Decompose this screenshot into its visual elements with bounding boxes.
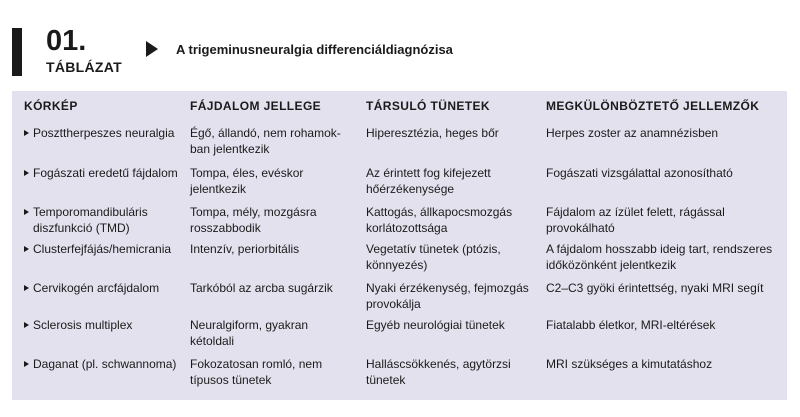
table-row-condition: Cervikogén arcfájdalom (24, 280, 189, 296)
table-row-symptoms: Kattogás, állkapocsmozgás korlátozottsága (366, 205, 513, 235)
table-row-condition: Daganat (pl. schwannoma) (24, 356, 189, 372)
column-header-korkep: KÓRKÉP (24, 99, 78, 113)
table-row-symptoms: Az érintett fog kifejezett hőérzékenysége (366, 166, 491, 196)
table-row-features: C2–C3 gyöki érintettség, nyaki MRI segít (546, 281, 764, 295)
table-row-symptoms: Egyéb neurológiai tünetek (366, 318, 505, 332)
table-row-condition: Clusterfejfájás/hemicrania (24, 241, 189, 257)
table-row-pain: Neuralgiform, gyakran kétoldali (190, 318, 309, 348)
bullet-triangle-icon (24, 322, 29, 328)
table-row-symptoms: Halláscsökkenés, agytörzsi tünetek (366, 357, 511, 387)
arrow-right-icon (146, 41, 158, 57)
table-row-symptoms: Hiperesztézia, heges bőr (366, 126, 499, 140)
bullet-triangle-icon (24, 170, 29, 176)
table-row-condition: Poszttherpeszes neuralgia (24, 125, 189, 141)
bullet-triangle-icon (24, 246, 29, 252)
table-number: 01. (46, 25, 87, 57)
table-title: A trigeminusneuralgia differenciáldiagnózisa (176, 42, 453, 57)
table-row-features: A fájdalom hosszabb ideig tart, rendszeres időközönként jelentkezik (546, 242, 773, 272)
table-row-symptoms: Vegetatív tünetek (ptózis, könnyezés) (366, 242, 501, 272)
table-row-pain: Égő, állandó, nem rohamok- ban jelentkezik (190, 126, 341, 156)
diagnosis-table (12, 91, 787, 400)
table-row-pain: Tarkóból az arcba sugárzik (190, 281, 333, 295)
table-header (12, 25, 792, 76)
table-row-pain: Tompa, mély, mozgásra rosszabbodik (190, 205, 317, 235)
column-header-jellemzok: MEGKÜLÖNBÖZTETŐ JELLEMZŐK (546, 99, 760, 113)
table-row-pain: Tompa, éles, evéskor jelentkezik (190, 166, 304, 196)
bullet-triangle-icon (24, 209, 29, 215)
header-bar (12, 28, 22, 76)
table-row-features: Fájdalom az ízület felett, rágással provokálható (546, 205, 725, 235)
table-row-features: Herpes zoster az anamnézisben (546, 126, 719, 140)
table-row-condition: Sclerosis multiplex (24, 317, 189, 333)
table-row-symptoms: Nyaki érzékenység, fejmozgás provokálja (366, 281, 529, 311)
table-row-features: Fiatalabb életkor, MRI-eltérések (546, 318, 716, 332)
bullet-triangle-icon (24, 130, 29, 136)
table-row-pain: Intenzív, periorbitális (190, 242, 300, 256)
column-header-tunetek: TÁRSULÓ TÜNETEK (366, 99, 490, 113)
table-row-features: MRI szükséges a kimutatáshoz (546, 357, 713, 371)
table-row-condition: Fogászati eredetű fájdalom (24, 165, 189, 181)
table-row-pain: Fokozatosan romló, nem típusos tünetek (190, 357, 323, 387)
table-row-condition: Temporomandibuláris diszfunkció (TMD) (24, 204, 189, 236)
table-row-features: Fogászati vizsgálattal azonosítható (546, 166, 733, 180)
table-label: TÁBLÁZAT (46, 59, 123, 75)
bullet-triangle-icon (24, 285, 29, 291)
column-header-fajdalom: FÁJDALOM JELLEGE (190, 99, 322, 113)
bullet-triangle-icon (24, 361, 29, 367)
